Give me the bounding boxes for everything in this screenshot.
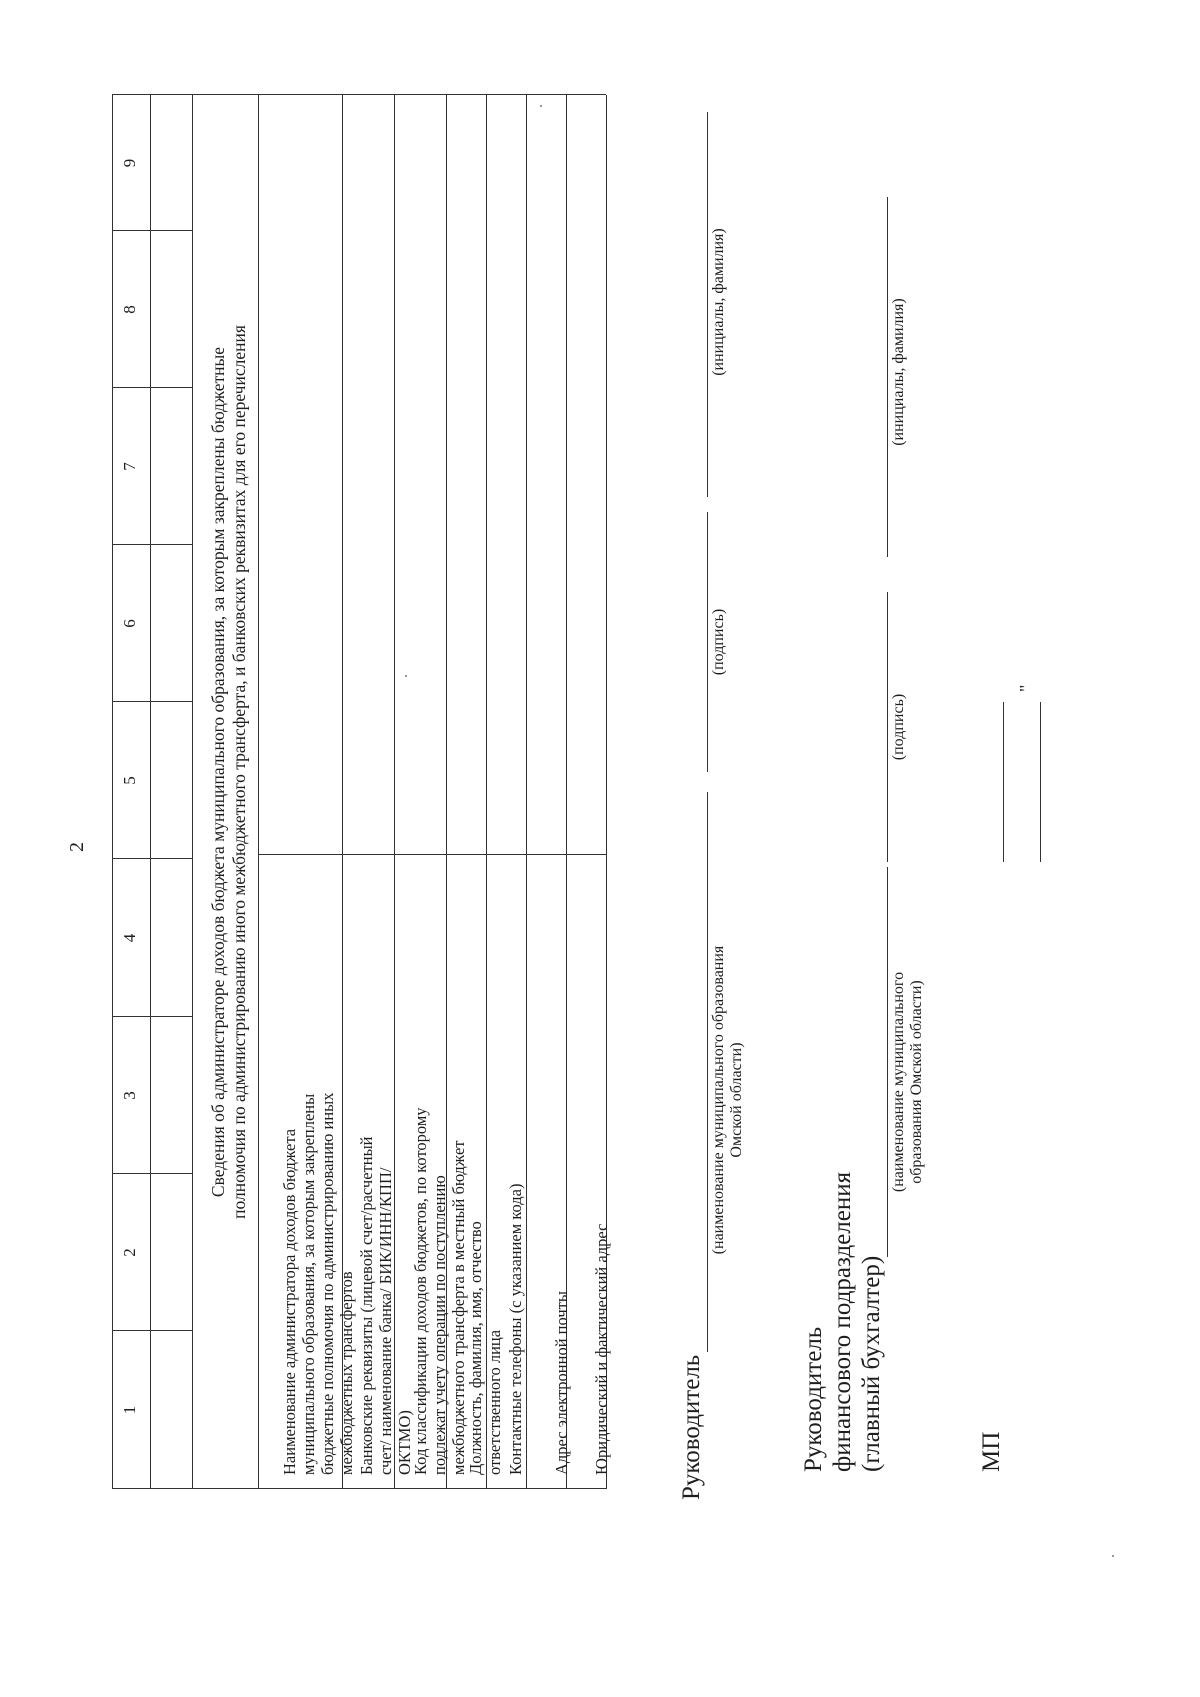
row-value-bank-details[interactable] (344, 95, 394, 855)
column-number: 3 (120, 1091, 139, 1100)
head-name-line[interactable] (707, 112, 708, 497)
finance-name-caption: (инициалы, фамилия) (890, 298, 907, 446)
row-label-email: Адрес электронной почты (552, 1291, 571, 1475)
head-title: Руководитель (678, 1354, 705, 1500)
row-value-address[interactable] (568, 95, 606, 855)
finance-title-line-3: (главный бухгалтер) (858, 1255, 885, 1472)
head-org-line[interactable] (707, 792, 708, 1352)
column-number: 6 (120, 619, 139, 628)
column-divider (112, 387, 192, 388)
row-label-classification-code: Код классификации доходов бюджетов, по которому подлежат учету операции по поступлению межбюджетного трансферта в местный бюджет (411, 1107, 468, 1475)
row-label-address: Юридический и фактический адрес (592, 1223, 611, 1475)
column-number: 8 (120, 305, 139, 314)
row-label-responsible-person: Должность, фамилия, имя, отчество ответственного лица (466, 1221, 504, 1475)
table-left-border (112, 1488, 606, 1489)
header-row-rule (258, 95, 259, 1489)
column-number: 2 (120, 1248, 139, 1257)
column-number: 9 (120, 158, 139, 168)
column-divider (112, 1173, 192, 1174)
scan-speck (405, 675, 407, 677)
column-divider (112, 1016, 192, 1017)
scan-speck (1112, 1555, 1114, 1557)
finance-sign-line[interactable] (887, 592, 888, 862)
finance-title-line-1: Руководитель (800, 1326, 827, 1472)
finance-title-line-2: финансового подразделения (829, 1171, 856, 1472)
head-sign-line[interactable] (707, 512, 708, 772)
finance-name-line[interactable] (887, 197, 888, 557)
row-label-bank-details: Банковские реквизиты (лицевой счет/расчетный счет/ наименование банка/ БИК/ИНН/КПП/ОКТМО) (357, 1136, 414, 1475)
row-value-administrator[interactable] (262, 95, 342, 855)
table-header-line-1: Сведения об администраторе доходов бюджета муниципального образования, за которым закреплены бюджетные (208, 346, 228, 1198)
column-divider (112, 230, 192, 231)
row-value-phones[interactable] (488, 95, 526, 855)
scan-speck (540, 105, 542, 107)
column-number: 5 (120, 776, 139, 785)
finance-org-line[interactable] (887, 867, 888, 1257)
column-number: 7 (120, 462, 139, 471)
empty-row-rule (192, 95, 193, 1489)
finance-sign-caption: (подпись) (890, 693, 907, 761)
date-line-month[interactable] (1040, 702, 1041, 862)
column-divider (112, 858, 192, 859)
table-header-line-2: полномочия по администрированию иного межбюджетного трансферта, и банковских реквизитах для его перечисления (229, 325, 249, 1219)
row-label-phones: Контактные телефоны (с указанием кода) (506, 1183, 525, 1475)
column-divider (112, 544, 192, 545)
head-org-caption: (наименование муниципального образования Омской области) (710, 945, 746, 1255)
row-value-email[interactable] (528, 95, 566, 855)
row-value-classification-code[interactable] (396, 95, 446, 855)
date-line-day[interactable] (1003, 702, 1004, 862)
finance-org-caption: (наименование муниципального образования Омской области) (890, 971, 926, 1193)
date-quote-mark: " (1016, 684, 1036, 692)
column-number-row-rule (150, 95, 151, 1489)
page-number: 2 (66, 842, 88, 852)
head-sign-caption: (подпись) (710, 608, 727, 676)
body-row-rule (526, 95, 527, 1489)
head-name-caption: (инициалы, фамилия) (710, 228, 727, 376)
column-number: 4 (120, 933, 139, 943)
column-divider (112, 1330, 192, 1331)
stamp-label: МП (978, 1431, 1005, 1472)
column-number: 1 (120, 1405, 139, 1415)
row-value-responsible-person[interactable] (448, 95, 486, 855)
row-label-administrator: Наименование администратора доходов бюджета муниципального образования, за которым закреплены бюджетные полномочия по администрированию иных межбюджетных трансфертов (280, 1092, 356, 1475)
column-divider (112, 701, 192, 702)
table-top-border (112, 95, 113, 1489)
